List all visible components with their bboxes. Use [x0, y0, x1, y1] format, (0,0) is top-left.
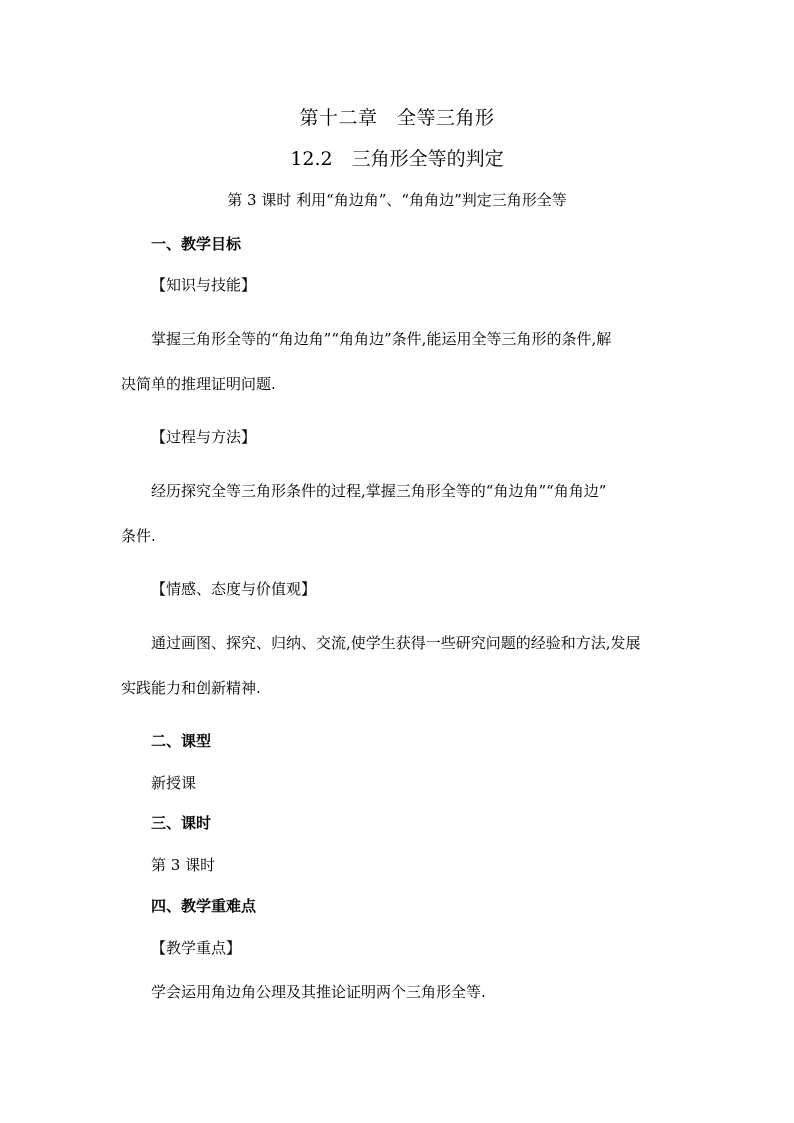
knowledge-text-line-1: 掌握三角形全等的“角边角”“角角边”条件,能运用全等三角形的条件,解: [151, 330, 612, 348]
subheading-knowledge-skills: 【知识与技能】: [151, 276, 257, 294]
subheading-process-method: 【过程与方法】: [151, 428, 257, 446]
emotion-text-line-1: 通过画图、探究、归纳、交流,使学生获得一些研究问题的经验和方法,发展: [151, 634, 641, 652]
knowledge-text-line-2: 决简单的推理证明问题.: [121, 375, 276, 393]
lesson-title: 第 3 课时 利用“角边角”、“角角边”判定三角形全等: [227, 191, 567, 209]
process-text-line-1: 经历探究全等三角形条件的过程,掌握三角形全等的“角边角”“角角边”: [151, 482, 607, 500]
chapter-title: 第十二章 全等三角形: [299, 107, 495, 129]
subheading-teaching-focus: 【教学重点】: [151, 939, 242, 957]
heading-teaching-objectives: 一、教学目标: [151, 235, 242, 253]
emotion-text-line-2: 实践能力和创新精神.: [121, 679, 261, 697]
section-title: 12.2 三角形全等的判定: [290, 148, 504, 170]
teaching-focus-text: 学会运用角边角公理及其推论证明两个三角形全等.: [151, 983, 486, 1001]
subheading-emotion-values: 【情感、态度与价值观】: [151, 580, 317, 598]
process-text-line-2: 条件.: [121, 527, 156, 545]
heading-lesson-type: 二、课型: [151, 732, 212, 750]
class-period-value: 第 3 课时: [151, 856, 216, 874]
heading-class-period: 三、课时: [151, 814, 212, 832]
heading-key-difficulties: 四、教学重难点: [151, 897, 257, 915]
lesson-type-value: 新授课: [151, 774, 197, 792]
